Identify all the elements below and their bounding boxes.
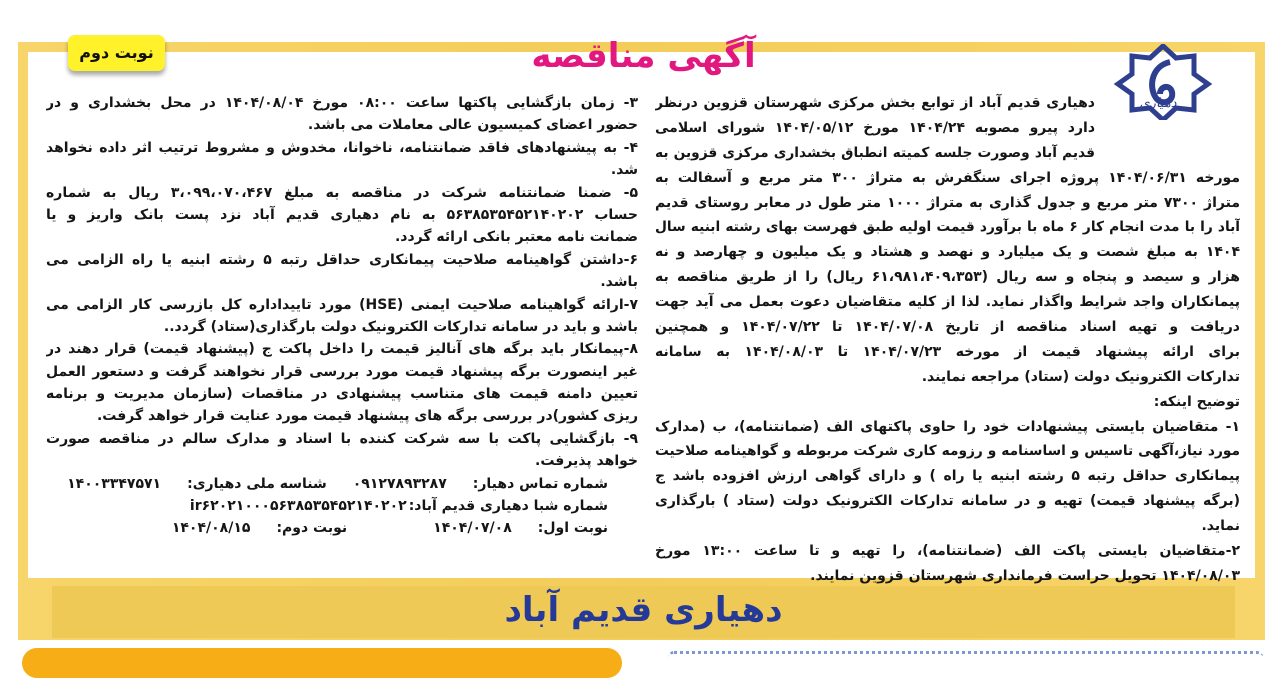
text-line: ۸-پیمانکار باید برگه های آنالیز قیمت را داخل پاکت ج (پیشنهاد قیمت) قرار دهند در — [46, 341, 638, 358]
text-line: ۱۴۰۴ به مبلغ شصت و یک میلیارد و نهصد و هشتاد و یک میلیون و چهارصد و نه — [655, 244, 1240, 261]
notes-heading: توضیح اینکه: — [1153, 393, 1240, 410]
text-line: باشد و باید در سامانه تدارکات الکترونیک دولت بارگذاری(ستاد) گردد.. — [163, 318, 638, 335]
note-item-9 — [46, 428, 638, 473]
phone-value: ۰۹۱۲۷۸۹۳۲۸۷ — [352, 475, 447, 492]
text-line: هزار و سیصد و پنجاه و سه ریال (۶۱،۹۸۱،۴۰۹،۳۵۳ ریال) را از طریق مناقصه به — [655, 269, 1240, 286]
text-line: تدارکات الکترونیک دولت (ستاد) مراجعه نمایند. — [921, 368, 1240, 385]
text-line: شد. — [610, 162, 638, 179]
note-item-7 — [46, 294, 638, 339]
note-item-3 — [46, 92, 638, 137]
text-line: خواهد پذیرفت. — [535, 453, 638, 470]
sheba-value: ir۶۲۰۲۱۰۰۰۵۶۳۸۵۳۵۴۵۲۱۴۰۲۰۲ — [189, 498, 407, 515]
text-line: متراژ ۷۳۰۰ متر مربع و جدول گذاری به متراژ ۱۰۰۰ متر طول در معابر روستای قدیم — [655, 194, 1240, 211]
text-line: قدیم آباد وصورت جلسه کمیته انطباق بخشداری مرکزی قزوین به — [655, 144, 1095, 161]
note-item-5 — [46, 182, 638, 249]
text-line: (برگه پیشنهاد قیمت) تهیه و در سامانه تدارکات الکترونیک دولت (ستاد ) بارگذاری — [655, 493, 1240, 510]
text-line: نماید. — [1201, 518, 1240, 535]
text-line: ۱۴۰۴/۰۸/۰۳ تحویل حراست فرمانداری شهرستان قزوین نمایند. — [810, 567, 1240, 584]
text-line: دارد پیرو مصوبه ۱۴۰۴/۲۴ مورخ ۱۴۰۴/۰۵/۱۲ شورای اسلامی — [655, 119, 1095, 136]
text-line: ۴- به پیشنهادهای فاقد ضمانتنامه، ناخوانا، مخدوش و مشروط ترتیب اثر داده نخواهد — [46, 139, 638, 156]
contact-row-dates — [46, 517, 638, 539]
text-line: ۶-داشتن گواهینامه صلاحیت پیمانکاری حداقل رتبه ۵ رشته ابنیه یا راه الزامی می — [46, 251, 638, 268]
text-line: برای ارائه پیشنهاد قیمت از مورخه ۱۴۰۴/۰۷/۲۳ تا ۱۴۰۴/۰۸/۰۳ به سامانه — [655, 343, 1240, 360]
note-item-6 — [46, 249, 638, 294]
round-badge: نوبت دوم — [68, 35, 165, 71]
org-name-banner: دهیاری قدیم آباد — [52, 586, 1235, 638]
note-item-2 — [655, 539, 1240, 589]
text-line: حضور اعضای کمیسیون عالی معاملات می باشد. — [307, 117, 638, 134]
note-items — [46, 92, 638, 473]
national-id-label: شناسه ملی دهیاری: — [187, 475, 327, 492]
next-ad-bar — [22, 648, 622, 678]
text-line: مورد نیاز،آگهی تاسیس و اساسنامه و رزومه کاری شرکت مربوطه و گواهینامه صلاحیت — [655, 443, 1240, 460]
right-column — [655, 91, 1240, 589]
text-line: مورخه ۱۴۰۴/۰۶/۳۱ پروژه اجرای سنگفرش به متراژ ۳۰۰ متر مربع و آسفالت به — [655, 169, 1240, 186]
text-line: حساب ۵۶۳۸۵۳۵۴۵۲۱۴۰۲۰۲ به نام دهیاری قدیم آباد نزد پست بانک واریز و یا — [46, 206, 638, 223]
note-item-4 — [46, 137, 638, 182]
text-line: باشد. — [600, 274, 638, 291]
text-line: ۵- ضمنا ضمانتنامه شرکت در مناقصه به مبلغ ۳،۰۹۹،۰۷۰،۴۶۷ ریال به شماره — [46, 184, 638, 201]
text-line: ۹- بازگشایی پاکت با سه شرکت کننده با اسناد و مدارک سالم در مناقصه صورت — [46, 430, 638, 447]
first-round-date: ۱۴۰۴/۰۷/۰۸ — [433, 520, 512, 537]
text-line: تعیین دامنه قیمت های متناسب پیشنهادی در مناقصات (سازمان مدیریت و برنامه — [46, 386, 638, 403]
intro-paragraph — [655, 91, 1240, 166]
text-line: غیر اینصورت برگه پیشنهاد قیمت مورد بررسی قرار نخواهند گرفت و دستعور العمل — [46, 363, 638, 380]
contact-row-phone — [46, 473, 638, 495]
text-line: ۷-ارائه گواهینامه صلاحیت ایمنی (HSE) مورد تاییداداره کل بازرسی کار الزامی می — [46, 296, 638, 313]
second-round-date: ۱۴۰۴/۰۸/۱۵ — [171, 520, 251, 537]
phone-label: شماره تماس دهیار: — [472, 475, 608, 492]
national-id-value: ۱۴۰۰۳۳۴۷۵۷۱ — [67, 475, 162, 492]
left-column — [46, 92, 638, 540]
text-line: ۱- متقاضیان بایستی پیشنهادات خود را حاوی پاکتهای الف (ضمانتنامه)، ب (مدارک — [655, 418, 1240, 435]
body-paragraph — [655, 166, 1240, 390]
first-round-label: نوبت اول: — [537, 520, 608, 537]
sheba-label: شماره شبا دهیاری قدیم آباد: — [408, 498, 608, 515]
text-line: ۳- زمان بازگشایی پاکتها ساعت ۰۸:۰۰ مورخ ۱۴۰۴/۰۸/۰۴ در محل بخشداری و در — [46, 95, 638, 111]
text-line: پیمانکاری حداقل رتبه ۵ رشته ابنیه یا راه ) و دارای گواهی ارزش افزوده باشد ج — [655, 468, 1240, 485]
page-title: آگهی مناقصه — [531, 36, 756, 76]
note-item-1 — [655, 415, 1240, 539]
contact-row-sheba — [46, 495, 638, 517]
text-line: پیمانکاران واجد شرایط واگذار نماید. لذا از کلیه متقاضیان دعوت بعمل می آید جهت — [655, 294, 1240, 311]
second-round-label: نوبت دوم: — [276, 520, 348, 537]
note-item-8 — [46, 338, 638, 428]
text-line: ضمانت نامه معتبر بانکی ارائه گردد. — [394, 229, 638, 246]
text-line: دهیاری قدیم آباد از توابع بخش مرکزی شهرستان قزوین درنظر — [655, 95, 1095, 111]
text-line: دریافت و تهیه اسناد مناقصه از تاریخ ۱۴۰۴/۰۷/۰۸ تا ۱۴۰۴/۰۷/۲۲ و همچنین — [655, 319, 1240, 336]
text-line: ریزی کشور)در بررسی برگه های پیشنهاد قیمت مورد عنایت قرار خواهد گرفت. — [96, 408, 638, 425]
text-line: آباد را با مدت انجام کار ۶ ماه با برآورد قیمت اولیه طبق فهرست بهای رشته ابنیه سال — [655, 219, 1240, 236]
logo-text: دهیاری — [1139, 96, 1177, 111]
text-line: ۲-متقاضیان بایستی پاکت الف (ضمانتنامه)، را تهیه و تا ساعت ۱۳:۰۰ مورخ — [655, 543, 1240, 560]
